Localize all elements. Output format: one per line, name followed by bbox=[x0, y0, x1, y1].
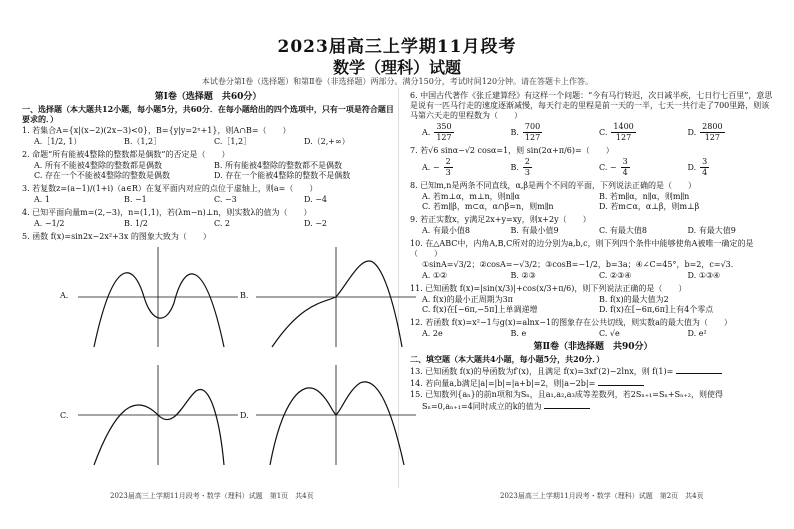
option: B. f(x)的最大值为2 bbox=[599, 295, 669, 304]
answer-blank bbox=[544, 401, 590, 409]
question-12: 12. 若函数 f(x)=x²−1与g(x)=alnx−1的图象存在公共切线，则实数a的最大值为（ ） bbox=[410, 318, 732, 327]
question-5-graphs bbox=[22, 243, 394, 469]
option: C. f(x)在[−6π,−5π]上单调递增 bbox=[422, 305, 538, 314]
numerator: 700 bbox=[524, 122, 541, 131]
question-1: 1. 若集合A={x|(x−2)(2x−3)<0}，B={y|y=2ˣ+1}，则A∩B=（ ） bbox=[22, 126, 291, 136]
question-4: 4. 已知平面向量m=(2,−3)，n=(1,1)，若(λm−n)⊥n，则实数λ的值为（ ） bbox=[22, 208, 312, 218]
option-letter: D. bbox=[687, 162, 697, 172]
right-column bbox=[410, 90, 776, 413]
question-15-cont bbox=[422, 401, 776, 412]
numerator: 2 bbox=[524, 157, 531, 166]
question-10-options bbox=[422, 271, 776, 281]
denominator: 127 bbox=[436, 133, 452, 142]
option-fraction bbox=[700, 157, 709, 178]
option: D. 若m⊂α，α⊥β，则m⊥β bbox=[599, 202, 700, 211]
option bbox=[511, 157, 600, 178]
part2-heading: 第Ⅱ卷（非选择题 共90分） bbox=[533, 342, 653, 352]
option: D.（2,+∞） bbox=[304, 137, 350, 147]
option: B. 有最小值9 bbox=[510, 226, 559, 235]
denominator: 3 bbox=[524, 168, 531, 177]
question-2: 2. 命题“所有能被4整除的整数都是偶数”的否定是（ ） bbox=[22, 150, 230, 160]
option: A.［1/2, 1） bbox=[34, 137, 82, 147]
option bbox=[511, 122, 600, 143]
numerator: 3 bbox=[622, 157, 628, 166]
option: D. 有最大值9 bbox=[687, 226, 736, 235]
option: C. √e bbox=[599, 329, 620, 338]
numerator: 1400 bbox=[613, 122, 634, 131]
numerator: 3 bbox=[702, 157, 708, 166]
part1-heading: 第Ⅰ卷（选择题 共60分） bbox=[154, 92, 262, 102]
question-15b-text: Sₙ=0,aₙ₊₁=4同时成立的k的值为 bbox=[422, 402, 542, 412]
question-6-options bbox=[422, 122, 776, 143]
graph-d bbox=[252, 361, 420, 469]
question-7: 7. 若√6 sinα−√2 cosα=1，则 sin(2α+π/6)=（ ） bbox=[410, 146, 614, 155]
exam-subtitle: 数学（理科）试题 bbox=[332, 58, 461, 77]
graph-c-svg bbox=[74, 361, 242, 469]
option: D. −4 bbox=[304, 195, 328, 205]
question-10-conditions: ①sinA=√3/2；②cosA=−√3/2；③cosB=−1/2，b=3a；④∠C=45°，b=2，c=√3． bbox=[422, 260, 739, 269]
option bbox=[422, 122, 511, 143]
footer-right: 2023届高三上学期11月段考・数学（理科）试题 第2页 共4页 bbox=[500, 492, 704, 500]
question-9: 9. 若正实数x，y满足2x+y=xy，则x+2y（ ） bbox=[410, 215, 591, 224]
graph-c-label: C. bbox=[60, 411, 69, 421]
option: C. 有最大值8 bbox=[599, 226, 648, 235]
option: B. 所有能被4整除的整数都不是偶数 bbox=[214, 161, 343, 171]
option-fraction bbox=[700, 122, 724, 143]
option bbox=[688, 122, 777, 143]
option: A. 2e bbox=[422, 329, 443, 338]
option: B. 若m∥α，n∥α，则m∥n bbox=[599, 192, 690, 201]
option: C. −3 bbox=[214, 195, 237, 205]
option: B. −1 bbox=[124, 195, 147, 205]
graph-b-label: B. bbox=[240, 291, 249, 301]
option: D. f(x)在[−6π,6π]上有4个零点 bbox=[599, 305, 714, 314]
question-13-text: 13. 已知函数 f(x)的导函数为f′(x)，且满足 f(x)=3xf′(2)−2lnx，则 f(1)= bbox=[410, 367, 674, 377]
option bbox=[688, 157, 777, 178]
question-8-options bbox=[422, 192, 776, 212]
option bbox=[599, 157, 688, 178]
option-fraction bbox=[523, 122, 542, 143]
option bbox=[599, 122, 688, 143]
option: A. ①② bbox=[422, 271, 448, 280]
option-letter: B. bbox=[510, 162, 519, 172]
option bbox=[422, 157, 511, 178]
question-7-options bbox=[422, 157, 776, 178]
question-6: 6. 中国古代著作《张丘建算经》有这样一个问题：“今有马行转迟，次日减半疾，七日行七百里”，意思是说有一匹马行走的速度逐渐减慢，每天行走的里程是前一天的一半，七天一共行走了700里路，则该马第六天走的里程数为（ ） bbox=[410, 91, 773, 120]
question-15: 15. 已知数列{aₙ}的前n项和为Sₙ，且a₁,a₂,a₃成等差数列，若2Sₙ₊₁=Sₙ+Sₙ₊₂，则使得 bbox=[410, 390, 723, 400]
denominator: 3 bbox=[445, 168, 451, 177]
option-fraction bbox=[611, 122, 635, 143]
graph-a-label: A. bbox=[60, 291, 69, 301]
question-2-options bbox=[34, 161, 394, 181]
numerator: 350 bbox=[436, 122, 452, 131]
exam-title: 2023届高三上学期11月段考 bbox=[277, 37, 517, 57]
option: B. e bbox=[510, 329, 527, 338]
exam-instructions: 本试卷分第Ⅰ卷（选择题）和第Ⅱ卷（非选择题）两部分。满分150分，考试时间120分钟。请在答题卡上作答。 bbox=[201, 77, 594, 86]
answer-blank bbox=[598, 378, 644, 386]
graph-d-label: D. bbox=[240, 411, 249, 421]
option: C. ②③④ bbox=[599, 271, 632, 280]
option: A. 所有不能被4整除的整数都是偶数 bbox=[34, 161, 162, 171]
graph-c bbox=[74, 361, 242, 469]
option-letter: B. bbox=[510, 127, 519, 137]
denominator: 4 bbox=[622, 168, 628, 177]
option-letter: D. bbox=[687, 127, 697, 137]
option: A. f(x)的最小正周期为3π bbox=[422, 295, 513, 304]
option: B.（1,2］ bbox=[124, 137, 162, 147]
footer-left: 2023届高三上学期11月段考・数学（理科）试题 第1页 共4页 bbox=[110, 492, 314, 500]
graph-d-svg bbox=[252, 361, 420, 469]
question-3: 3. 若复数z=(a−1)/(1+i)（a∈R）在复平面内对应的点位于虚轴上，则a=（ ） bbox=[22, 184, 318, 194]
denominator: 127 bbox=[704, 133, 720, 142]
option: A. 有最小值8 bbox=[422, 226, 470, 235]
question-3-options bbox=[34, 195, 394, 205]
option: D. −2 bbox=[304, 219, 328, 229]
part1-description: 一、选择题（本大题共12小题，每小题5分，共60分．在每小题给出的四个选项中，只有一项是符合题目要求的．） bbox=[22, 104, 394, 125]
question-1-options bbox=[34, 137, 394, 147]
graph-b-svg bbox=[252, 243, 420, 351]
option: A. −1/2 bbox=[34, 219, 65, 229]
option-letter: C. bbox=[599, 127, 608, 137]
denominator: 127 bbox=[615, 133, 632, 142]
question-4-options bbox=[34, 219, 394, 229]
question-11: 11. 已知函数 f(x)=|sin(x/3)|+cos(x/3+π/6)，则下列说法正确的是（ ） bbox=[410, 284, 687, 293]
question-11-options bbox=[422, 295, 776, 315]
option: B. 1/2 bbox=[124, 219, 148, 229]
option: D. ①③④ bbox=[687, 271, 721, 280]
question-14 bbox=[410, 378, 776, 389]
option: C.［1,2］ bbox=[214, 137, 252, 147]
option-letter: C. − bbox=[599, 162, 617, 172]
answer-blank bbox=[676, 366, 722, 374]
question-5: 5. 函数 f(x)=sin2x−2x²+3x 的图象大致为（ ） bbox=[22, 232, 211, 242]
option: C. 存在一个不能被4整除的整数是偶数 bbox=[34, 171, 171, 181]
option: B. ②③ bbox=[510, 271, 536, 280]
question-12-options bbox=[422, 329, 776, 339]
question-14-text: 14. 若向量a,b满足|a|=|b|=|a+b|=2，则|a−2b|= bbox=[410, 379, 596, 389]
question-13 bbox=[410, 366, 776, 377]
left-column bbox=[22, 90, 394, 469]
option-fraction bbox=[434, 122, 453, 143]
option-fraction bbox=[523, 157, 532, 178]
question-10: 10. 在△ABC中，内角A,B,C所对的边分别为a,b,c，则下列四个条件中能够使角A被唯一确定的是（ ） bbox=[410, 239, 754, 258]
option: A. 若m⊥α，m⊥n，则n∥α bbox=[422, 192, 520, 201]
option-letter: A. bbox=[422, 127, 431, 137]
option-fraction bbox=[621, 157, 630, 178]
option-fraction bbox=[444, 157, 453, 178]
question-8: 8. 已知m,n是两条不同直线，α,β是两个不同的平面，下列说法正确的是（ ） bbox=[410, 181, 697, 190]
numerator: 2 bbox=[445, 157, 451, 166]
denominator: 127 bbox=[524, 133, 541, 142]
option-letter: A. − bbox=[422, 162, 440, 172]
option: C. 2 bbox=[214, 219, 231, 229]
graph-b bbox=[252, 243, 420, 351]
question-9-options bbox=[422, 226, 776, 236]
option: D. e² bbox=[687, 329, 707, 338]
part2-description: 二、填空题（本大题共4小题，每小题5分，共20分．） bbox=[410, 354, 605, 365]
option: D. 存在一个能被4整除的整数不是偶数 bbox=[214, 171, 351, 181]
graph-a bbox=[74, 243, 242, 351]
option: C. 若m∥β，m⊂α，α∩β=n，则m∥n bbox=[422, 202, 554, 211]
numerator: 2800 bbox=[702, 122, 723, 131]
graph-a-svg bbox=[74, 243, 242, 351]
denominator: 4 bbox=[702, 168, 708, 177]
option: A. 1 bbox=[34, 195, 50, 205]
